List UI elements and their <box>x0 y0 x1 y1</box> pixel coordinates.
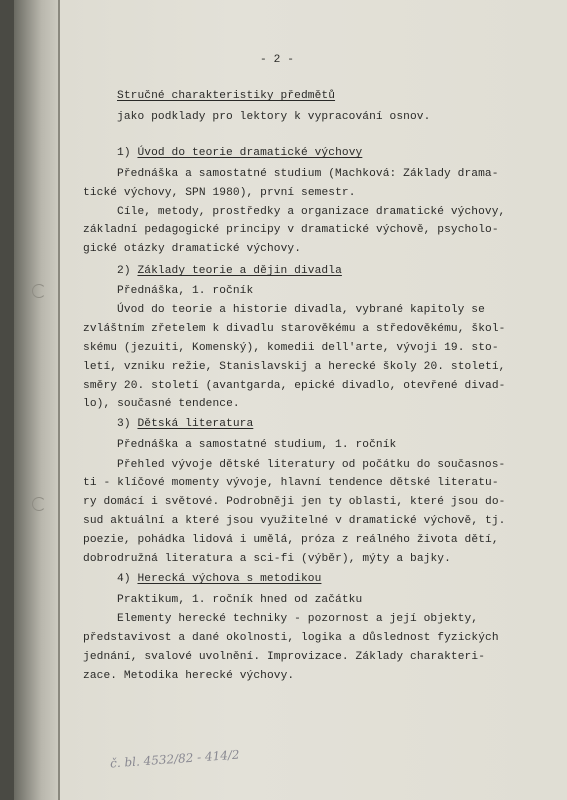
document-subtitle: jako podklady pro lektory k vypracování osnov. <box>117 111 431 123</box>
handwritten-archive-note: č. bl. 4532/82 - 414/2 <box>109 747 240 771</box>
section-title: Dětská literatura <box>137 418 254 430</box>
page-edge <box>58 0 60 800</box>
punch-hole <box>32 284 46 298</box>
text-line: Cíle, metody, prostředky a organizace dramatické výchovy, <box>117 206 506 218</box>
text-line: Přehled vývoje dětské literatury od počátku do současnos- <box>117 459 506 471</box>
section-title: Úvod do teorie dramatické výchovy <box>137 147 363 159</box>
page-number: - 2 - <box>260 54 295 66</box>
section-title: Základy teorie a dějin divadla <box>137 265 342 277</box>
document-title: Stručné charakteristiky předmětů <box>117 90 336 102</box>
document-page <box>14 0 567 800</box>
text-line: ry domácí i světové. Podrobněji jen ty oblasti, které jsou do- <box>83 496 506 508</box>
text-line: Úvod do teorie a historie divadla, vybrané kapitoly se <box>117 304 485 316</box>
section-number: 3) <box>117 418 131 430</box>
text-line: dobrodružná literatura a sci-fi (výběr), mýty a bajky. <box>83 553 451 565</box>
text-line: poezie, pohádka lidová i umělá, próza z reálného života dětí, <box>83 534 499 546</box>
text-line: základní pedagogické principy v dramatické výchově, psycholo- <box>83 224 499 236</box>
text-line: jednání, svalové uvolnění. Improvizace. Základy charakteri- <box>83 651 486 663</box>
section-number: 1) <box>117 147 131 159</box>
text-line: ti - klíčové momenty vývoje, hlavní tendence dětské literatu- <box>83 477 499 489</box>
section-number: 2) <box>117 265 131 277</box>
text-line: Přednáška, 1. ročník <box>117 285 254 297</box>
text-line: směry 20. století (avantgarda, epické divadlo, otevřené divad- <box>83 380 506 392</box>
text-line: Přednáška a samostatné studium (Machková: Základy drama- <box>117 168 499 180</box>
section-2-heading <box>117 265 342 277</box>
text-line: lo), současné tendence. <box>83 398 240 410</box>
section-title: Herecká výchova s metodikou <box>137 573 322 585</box>
text-line: Praktikum, 1. ročník hned od začátku <box>117 594 363 606</box>
text-line: tické výchovy, SPN 1980), první semestr. <box>83 187 356 199</box>
text-line: Přednáška a samostatné studium, 1. ročník <box>117 439 397 451</box>
text-line: sud aktuální a které jsou využitelné v dramatické výchově, tj. <box>83 515 506 527</box>
text-line: letí, vzniku režie, Stanislavskij a herecké školy 20. století, <box>83 361 506 373</box>
punch-hole <box>32 497 46 511</box>
section-number: 4) <box>117 573 131 585</box>
section-3-heading <box>117 418 253 430</box>
text-line: zace. Metodika herecké výchovy. <box>83 670 295 682</box>
text-line: Elementy herecké techniky - pozornost a její objekty, <box>117 613 479 625</box>
section-4-heading <box>117 573 321 585</box>
text-line: gické otázky dramatické výchovy. <box>83 243 302 255</box>
text-line: představivost a dané okolnosti, logika a důslednost fyzických <box>83 632 499 644</box>
text-line: zvláštním zřetelem k divadlu starověkému a středověkému, škol- <box>83 323 506 335</box>
underlying-page-shadow <box>14 0 60 800</box>
section-1-heading <box>117 147 362 159</box>
text-line: skému (jezuiti, Komenský), komedii dell'arte, vývoji 19. sto- <box>83 342 499 354</box>
